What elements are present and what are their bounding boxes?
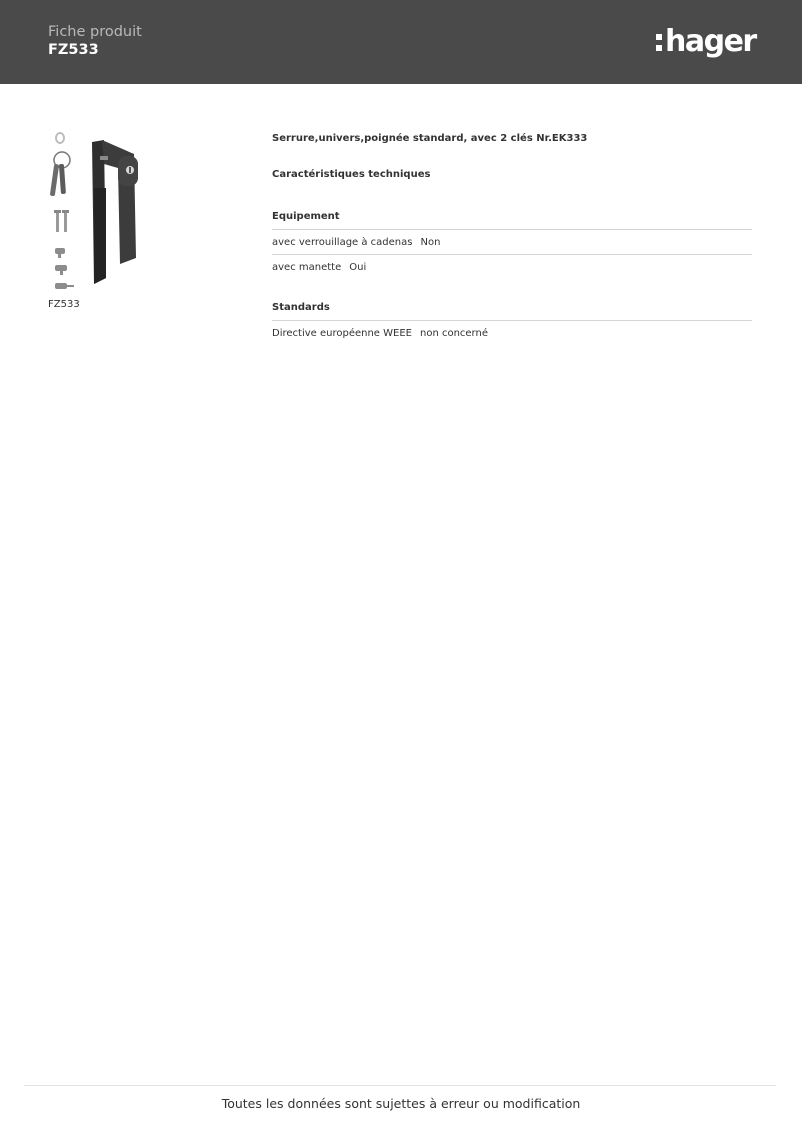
product-image — [46, 128, 146, 298]
brand-colon-mark — [656, 34, 662, 51]
footer-disclaimer: Toutes les données sont sujettes à erreur ou modification — [221, 1096, 581, 1111]
header-bar — [0, 0, 802, 84]
spec-value: non concerné — [419, 328, 488, 339]
spec-label: avec manette — [272, 262, 342, 273]
product-reference: FZ533 — [48, 42, 99, 58]
image-caption: FZ533 — [48, 299, 80, 310]
section-title-equipement: Equipement — [272, 211, 340, 222]
footer-divider — [24, 1085, 776, 1086]
spec-label: Directive européenne WEEE — [272, 328, 412, 339]
spec-value: Oui — [349, 262, 367, 273]
product-title: Serrure,univers,poignée standard, avec 2 clés Nr.EK333 — [272, 133, 588, 144]
spec-label: avec verrouillage à cadenas — [272, 237, 413, 248]
specs-heading: Caractéristiques techniques — [272, 169, 431, 180]
spec-row — [272, 229, 752, 254]
spec-row — [272, 254, 752, 279]
spec-value: Non — [420, 237, 441, 248]
brand-logo — [656, 22, 756, 62]
brand-wordmark: hager — [665, 24, 756, 59]
spec-row — [272, 320, 752, 345]
product-details — [272, 131, 752, 345]
document-type-label: Fiche produit — [48, 24, 142, 40]
section-title-standards: Standards — [272, 302, 330, 313]
